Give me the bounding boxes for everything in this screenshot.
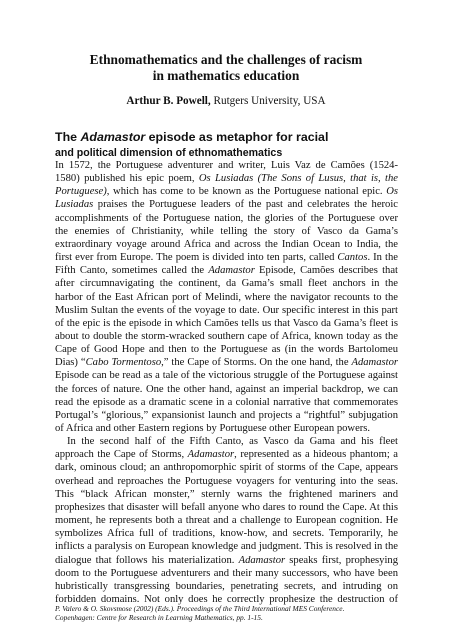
body-text-line — [55, 501, 398, 514]
text-segment: symbolizes Africa full of traditions, know-how, and secrets. Temporarily, he — [55, 528, 398, 540]
author-line — [0, 94, 452, 108]
body-text-line — [55, 567, 398, 580]
text-segment: about to double the storm-wracked southern cape of Africa, known today as the — [55, 330, 398, 342]
italic-text-segment: Adamastor — [351, 357, 398, 369]
section-heading-pre: The — [55, 130, 81, 144]
body-text-line — [55, 238, 398, 251]
text-segment: the enemies of Christianity, while telling the story of Vasco da Gama’s — [55, 225, 398, 237]
body-text-line — [55, 527, 398, 540]
body-text-line — [55, 422, 398, 435]
body-text-line — [55, 475, 398, 488]
body-text-line — [55, 554, 398, 567]
body-text-line — [55, 383, 398, 396]
paper-title-line-2: in mathematics education — [152, 68, 300, 83]
section-heading — [55, 130, 405, 160]
body-text-line — [55, 580, 398, 593]
text-segment: Portugal’s “glorious,” expansionist launch and projects a “rightful” subjugation — [55, 409, 398, 421]
citation-footer-line-2: Copenhagen: Centre for Research in Learning Mathematics, pp. 1-15. — [55, 613, 263, 622]
text-segment: inflicts a paralysis on European knowledge and judgment. This is resolved in the — [55, 541, 398, 553]
body-text-line — [55, 317, 398, 330]
section-heading-post: episode as metaphor for racial — [145, 130, 329, 144]
italic-text-segment: Cabo Tormentoso — [85, 357, 162, 369]
italic-text-segment: Portuguese) — [55, 186, 107, 198]
body-text-line — [55, 330, 398, 343]
text-segment: , which has come to be known as the Portuguese national epic. — [106, 186, 387, 198]
text-segment: the forces of nature. One the other hand, against an imperial backdrop, we can — [55, 383, 398, 395]
body-text-line — [55, 212, 398, 225]
section-heading-line-2: and political dimension of ethnomathematics — [55, 147, 283, 159]
text-segment: harbor of the East African port of Melindi, where the navigator recounts to the — [55, 291, 398, 303]
text-segment: Dias) “ — [55, 357, 86, 369]
body-text-line — [55, 225, 398, 238]
section-heading-line-1 — [55, 130, 405, 145]
text-segment: after circumnavigating the continent, da Gama’s small fleet anchors in the — [55, 278, 398, 290]
author-name: Arthur B. Powell, — [126, 95, 211, 107]
body-text-line — [55, 277, 398, 290]
text-segment: dialogue that follows his materialization. — [55, 554, 239, 566]
text-segment: Cape of Good Hope and then to the Portuguese as (in the words Bartolomeu — [55, 344, 398, 356]
body-text-line — [55, 356, 398, 369]
text-segment: speaks first, prophesying — [285, 554, 398, 566]
body-text-line — [55, 435, 398, 448]
body-text-line — [55, 369, 398, 382]
text-segment: accomplishments of the Portuguese nation, the glories of the Portuguese over — [55, 212, 398, 224]
italic-text-segment: Os Lusiadas (The Sons of Lusus, that is, the — [198, 173, 398, 185]
body-text-line — [55, 264, 398, 277]
text-segment: of Africa and other Eastern regions by Portuguese other European powers. — [55, 423, 371, 434]
text-segment: read the episode as a dramatic scene in a colonial narrative that commemorates — [55, 396, 398, 408]
citation-footer-line-1: P. Valero & O. Skovsmose (2002) (Eds.). Proceedings of the Third International MES Conference. — [55, 604, 345, 613]
text-segment: doom to the Portuguese adventurers and their many successors, who have been — [55, 567, 398, 579]
body-text-line — [55, 448, 398, 461]
body-text-line — [55, 291, 398, 304]
italic-text-segment: Lusiadas — [55, 199, 94, 211]
italic-text-segment: Adamastor — [208, 265, 255, 277]
text-segment: prophesizes that disaster will befall anyone who dares to round the Cape. At this — [55, 501, 398, 513]
text-segment: hubristically transgressing boundaries, penetrating secrets, and intruding on — [55, 580, 398, 592]
text-segment: Episode can be read as a tale of the victorious struggle of the Portuguese against — [55, 370, 398, 382]
body-text-line — [55, 461, 398, 474]
italic-text-segment: Adamastor — [187, 449, 235, 461]
body-text-line — [55, 159, 398, 172]
body-text-line — [55, 172, 398, 185]
body-text-line — [55, 409, 398, 422]
text-segment: . In the — [367, 252, 398, 264]
text-segment: Fifth Canto, sometimes called the — [55, 265, 209, 277]
italic-text-segment: Cantos — [337, 252, 368, 264]
author-affiliation: Rutgers University, USA — [213, 95, 326, 107]
text-segment: , represented as a hideous phantom; a — [234, 449, 398, 461]
text-segment: 1580) published his epic poem, — [55, 173, 199, 185]
body-text-line — [55, 198, 398, 211]
body-text-line — [55, 304, 398, 317]
text-segment: praises the Portuguese leaders of the past and celebrates the heroic — [93, 199, 398, 211]
section-heading-emphasis: Adamastor — [80, 130, 146, 144]
text-segment: ,” the Cape of Storms. On the one hand, the — [161, 357, 352, 369]
body-text-line — [55, 251, 398, 264]
text-segment: In 1572, the Portuguese adventurer and writer, Luis Vaz de Camões (1524- — [55, 160, 398, 171]
text-segment: dark, ominous cloud; an anthropomorphic spirit of storms of the Cape, appears — [55, 462, 398, 474]
text-segment: first ever from Europe. The poem is divided into ten parts, called — [55, 252, 338, 264]
body-text-line — [55, 396, 398, 409]
text-segment: of the epic is the episode in which Camões tells us that Vasco da Gama’s fleet is — [55, 317, 398, 329]
text-segment: overhead and reproaches the Portuguese voyagers for venturing into the seas. — [55, 475, 398, 487]
body-text-line — [55, 185, 398, 198]
text-segment: extraordinary voyage around Africa and across the Indian Ocean to India, the — [55, 238, 398, 250]
body-text-line — [55, 343, 398, 356]
body-text-line — [55, 540, 398, 553]
italic-text-segment: Adamastor — [238, 554, 286, 566]
text-segment: moment, he represents both a threat and a challenge to European cognition. He — [55, 515, 398, 527]
text-segment: Episode, Camões describes that — [254, 265, 398, 277]
paper-title-line-1: Ethnomathematics and the challenges of racism — [89, 52, 363, 67]
text-segment: approach the Cape of Storms, — [55, 449, 188, 461]
italic-text-segment: Os — [386, 186, 398, 198]
body-text-line — [55, 514, 398, 527]
text-segment: This “black African monster,” sternly warns the frightened mariners and — [55, 488, 398, 500]
text-segment: In the second half of the Fifth Canto, as Vasco da Gama and his fleet — [67, 436, 398, 448]
text-segment: forbidden domains. Not only does he correctly prophesize the destruction of — [55, 593, 398, 605]
body-text-line — [55, 488, 398, 501]
text-segment: Muslim Sultan the events of the voyage to date. Our specific interest in this part — [55, 304, 398, 316]
